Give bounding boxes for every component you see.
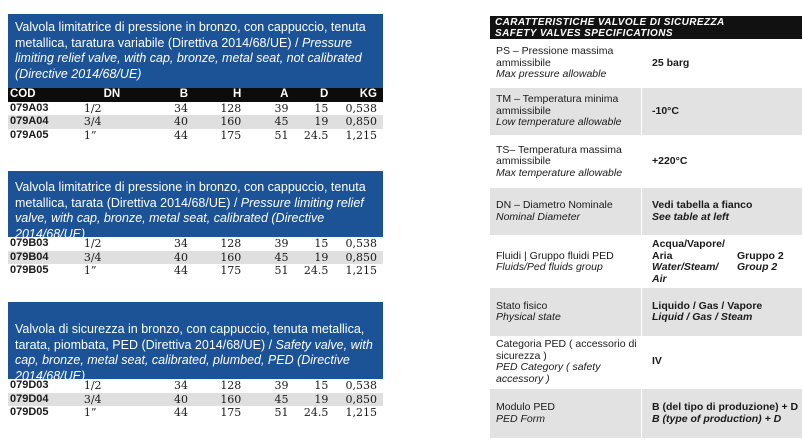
- group-english: Group 2: [737, 261, 778, 273]
- cell-a: 45: [247, 393, 294, 407]
- spec-row-ped-form: [490, 389, 802, 438]
- cell-dn: 1/2: [83, 379, 102, 393]
- group-italian: Gruppo 2: [737, 249, 784, 262]
- fluids-group: [730, 238, 802, 286]
- col-header-h: H: [194, 88, 247, 102]
- cell-kg: 1,215: [345, 264, 377, 278]
- spec-label: [490, 41, 641, 86]
- cell-d: 15: [314, 101, 329, 115]
- cell-code: 079D03: [10, 379, 49, 392]
- cell-a: 51: [274, 128, 289, 142]
- cell-kg: 1,215: [345, 406, 377, 420]
- table-row: [8, 102, 383, 116]
- title-separator: /: [265, 337, 276, 352]
- col-header-b: B: [146, 88, 194, 102]
- spec-label-english: Physical state: [496, 311, 561, 323]
- spec-label: [490, 389, 641, 438]
- title-separator: /: [291, 35, 302, 50]
- cell-dn: 1”: [83, 406, 97, 420]
- product-block-079a: [8, 14, 383, 142]
- spec-value-english: See table at left: [652, 210, 730, 223]
- spec-label-italian: Modulo PED: [496, 401, 555, 413]
- spec-value-italian: Vedi tabella a fianco: [652, 199, 753, 211]
- cell-d: 24.5: [303, 264, 329, 278]
- spec-row-min-temperature: [490, 88, 802, 135]
- spec-value-english: Liquid / Gas / Steam: [652, 311, 753, 323]
- table-row: [8, 393, 383, 407]
- spec-label-english: Max pressure allowable: [496, 68, 607, 81]
- fluids-english: Water/Steam/ Air: [652, 261, 719, 285]
- cell-kg: 1,215: [345, 128, 377, 142]
- cell-a: 45: [247, 251, 294, 265]
- cell-d: 19: [294, 393, 334, 407]
- cell-a: 39: [274, 237, 289, 251]
- spec-label-italian: DN – Diametro Nominale: [496, 199, 613, 211]
- cell-dn: 1/2: [83, 101, 102, 115]
- product-title-english: Pressure limiting relief valve, with cap, bronze, metal seat, calibrated (Directive 2014/68/UE): [15, 195, 364, 241]
- spec-label-english: PED Form: [496, 412, 546, 425]
- cell-d: 15: [314, 379, 329, 393]
- cell-h: 128: [220, 379, 242, 393]
- cell-code: 079B05: [10, 264, 49, 277]
- spec-value-italian: B (del tipo di produzione) + D: [652, 401, 799, 413]
- cell-b: 34: [174, 237, 189, 251]
- table-row: [8, 264, 383, 278]
- spec-value-english: B (type of production) + D: [652, 412, 782, 425]
- product-title-banner: [8, 171, 383, 241]
- spec-label: [490, 188, 641, 235]
- cell-dn: 3/4: [82, 251, 146, 265]
- table-header-row: [8, 88, 383, 102]
- product-title-italian: Valvola limitatrice di pressione in bronzo, con cappuccio, tenuta metallica, tarata (Direttiva 2014/68/UE): [15, 180, 366, 210]
- product-block-079b: [8, 171, 383, 278]
- spec-row-nominal-diameter: [490, 188, 802, 235]
- spec-label-english: Max temperature allowable: [496, 166, 623, 179]
- spec-label-italian: Fluidi | Gruppo fluidi PED: [496, 249, 614, 262]
- product-title-english: Pressure limiting relief valve, with cap, bronze, metal seat, not calibrated (Directive 2014/68/UE): [15, 35, 362, 81]
- spec-value: 25 barg: [641, 41, 802, 86]
- product-title-italian: Valvola limitatrice di pressione in bronzo, con cappuccio, tenuta metallica, taratura variabile (Direttiva 2014/68/UE): [15, 20, 366, 50]
- cell-h: 128: [220, 237, 242, 251]
- cell-kg: 0,538: [345, 237, 377, 251]
- fluids-italian: Acqua/Vapore/ Aria: [652, 238, 725, 262]
- cell-dn: 1”: [83, 128, 97, 142]
- cell-a: 51: [274, 406, 289, 420]
- spec-label: [490, 338, 641, 386]
- cell-d: 15: [314, 237, 329, 251]
- spec-value: [641, 288, 802, 336]
- cell-a: 51: [274, 264, 289, 278]
- col-header-a: A: [247, 88, 294, 102]
- cell-code: 079D05: [10, 406, 49, 419]
- cell-b: 34: [174, 379, 189, 393]
- cell-h: 175: [220, 128, 242, 142]
- cell-h: 128: [220, 101, 242, 115]
- cell-h: 175: [220, 406, 242, 420]
- cell-b: 40: [146, 115, 194, 129]
- cell-d: 24.5: [303, 406, 329, 420]
- table-row: [8, 115, 383, 129]
- col-header-kg: KG: [334, 88, 383, 102]
- cell-b: 40: [146, 251, 194, 265]
- product-table: [8, 88, 383, 142]
- product-block-079d: [8, 302, 383, 420]
- cell-code: 079B03: [10, 237, 49, 250]
- spec-label-italian: PS – Pressione massima ammissibile: [496, 45, 614, 69]
- spec-row-fluids: [490, 238, 802, 286]
- cell-a: 45: [247, 115, 294, 129]
- cell-h: 160: [194, 251, 247, 265]
- spec-value-italian: Liquido / Gas / Vapore: [652, 299, 763, 312]
- spec-row-max-temperature: [490, 138, 802, 186]
- cell-kg: 0,850: [334, 115, 383, 129]
- spec-value: -10°C: [641, 88, 802, 135]
- cell-d: 19: [294, 115, 334, 129]
- cell-b: 44: [174, 128, 189, 142]
- cell-kg: 0,850: [334, 251, 383, 265]
- cell-dn: 1/2: [83, 237, 102, 251]
- spec-label: [490, 138, 641, 186]
- cell-h: 175: [220, 264, 242, 278]
- spec-label-english: Fluids/Ped fluids group: [496, 261, 603, 273]
- spec-value: [641, 188, 802, 235]
- cell-b: 34: [174, 101, 189, 115]
- spec-label-english: Nominal Diameter: [496, 210, 581, 223]
- cell-kg: 0,850: [334, 393, 383, 407]
- spec-row-physical-state: [490, 288, 802, 336]
- spec-label-english: Low temperature allowable: [496, 116, 622, 129]
- spec-value: [641, 389, 802, 438]
- spec-label: [490, 288, 641, 336]
- cell-code: 079B04: [8, 251, 82, 265]
- table-row: [8, 406, 383, 420]
- product-table: [8, 379, 383, 420]
- cell-b: 44: [174, 264, 189, 278]
- cell-b: 44: [174, 406, 189, 420]
- cell-kg: 0,538: [345, 101, 377, 115]
- spec-row-ped-category: [490, 338, 802, 386]
- cell-dn: 3/4: [82, 115, 146, 129]
- cell-code: 079A04: [8, 115, 82, 129]
- cell-code: 079A03: [10, 101, 49, 114]
- cell-dn: 3/4: [82, 393, 146, 407]
- cell-dn: 1”: [83, 264, 97, 278]
- spec-label-italian: TM – Temperatura minima ammissibile: [496, 93, 619, 117]
- title-separator: /: [230, 195, 241, 210]
- spec-row-max-pressure: [490, 41, 802, 86]
- spec-label-italian: Stato fisico: [496, 299, 548, 312]
- product-title-english: Safety valve, with cap, bronze, metal seat, calibrated, plumbed, PED (Directive 2014/68/UE): [15, 337, 373, 383]
- spec-label-english: PED Category ( safety accessory ): [496, 361, 601, 385]
- cell-code: 079A05: [10, 128, 49, 141]
- table-row: [8, 129, 383, 143]
- col-header-code: COD: [8, 88, 82, 102]
- fluids-values: [641, 238, 802, 286]
- cell-a: 39: [274, 379, 289, 393]
- table-row: [8, 251, 383, 265]
- spec-label: [490, 88, 641, 135]
- cell-d: 19: [294, 251, 334, 265]
- product-table: [8, 237, 383, 278]
- fluids-list: [642, 238, 730, 286]
- cell-code: 079D04: [8, 393, 82, 407]
- spec-label: [490, 238, 641, 286]
- cell-kg: 0,538: [345, 379, 377, 393]
- col-header-dn: DN: [82, 88, 146, 102]
- spec-label-italian: TS– Temperatura massima ammissibile: [496, 143, 622, 168]
- spec-value: +220°C: [641, 138, 802, 186]
- product-title-banner: [8, 302, 383, 383]
- product-title-italian: Valvola di sicurezza in bronzo, con cappuccio, tenuta metallica, tarata, piombata, PED (Direttiva 2014/68/UE): [15, 322, 365, 352]
- specifications-header-italian: CARATTERISTICHE VALVOLE DI SICUREZZA: [495, 17, 725, 28]
- specifications-panel: [490, 16, 802, 425]
- cell-h: 160: [194, 393, 247, 407]
- cell-b: 40: [146, 393, 194, 407]
- spec-label-italian: Categoria PED ( accessorio di sicurezza ): [496, 338, 637, 362]
- col-header-d: D: [294, 88, 334, 102]
- cell-d: 24.5: [303, 128, 329, 142]
- cell-h: 160: [194, 115, 247, 129]
- specifications-header-english: SAFETY VALVES SPECIFICATIONS: [495, 28, 673, 39]
- spec-value: IV: [641, 338, 802, 386]
- cell-a: 39: [274, 101, 289, 115]
- specifications-header: [490, 16, 802, 39]
- product-title-banner: [8, 14, 383, 88]
